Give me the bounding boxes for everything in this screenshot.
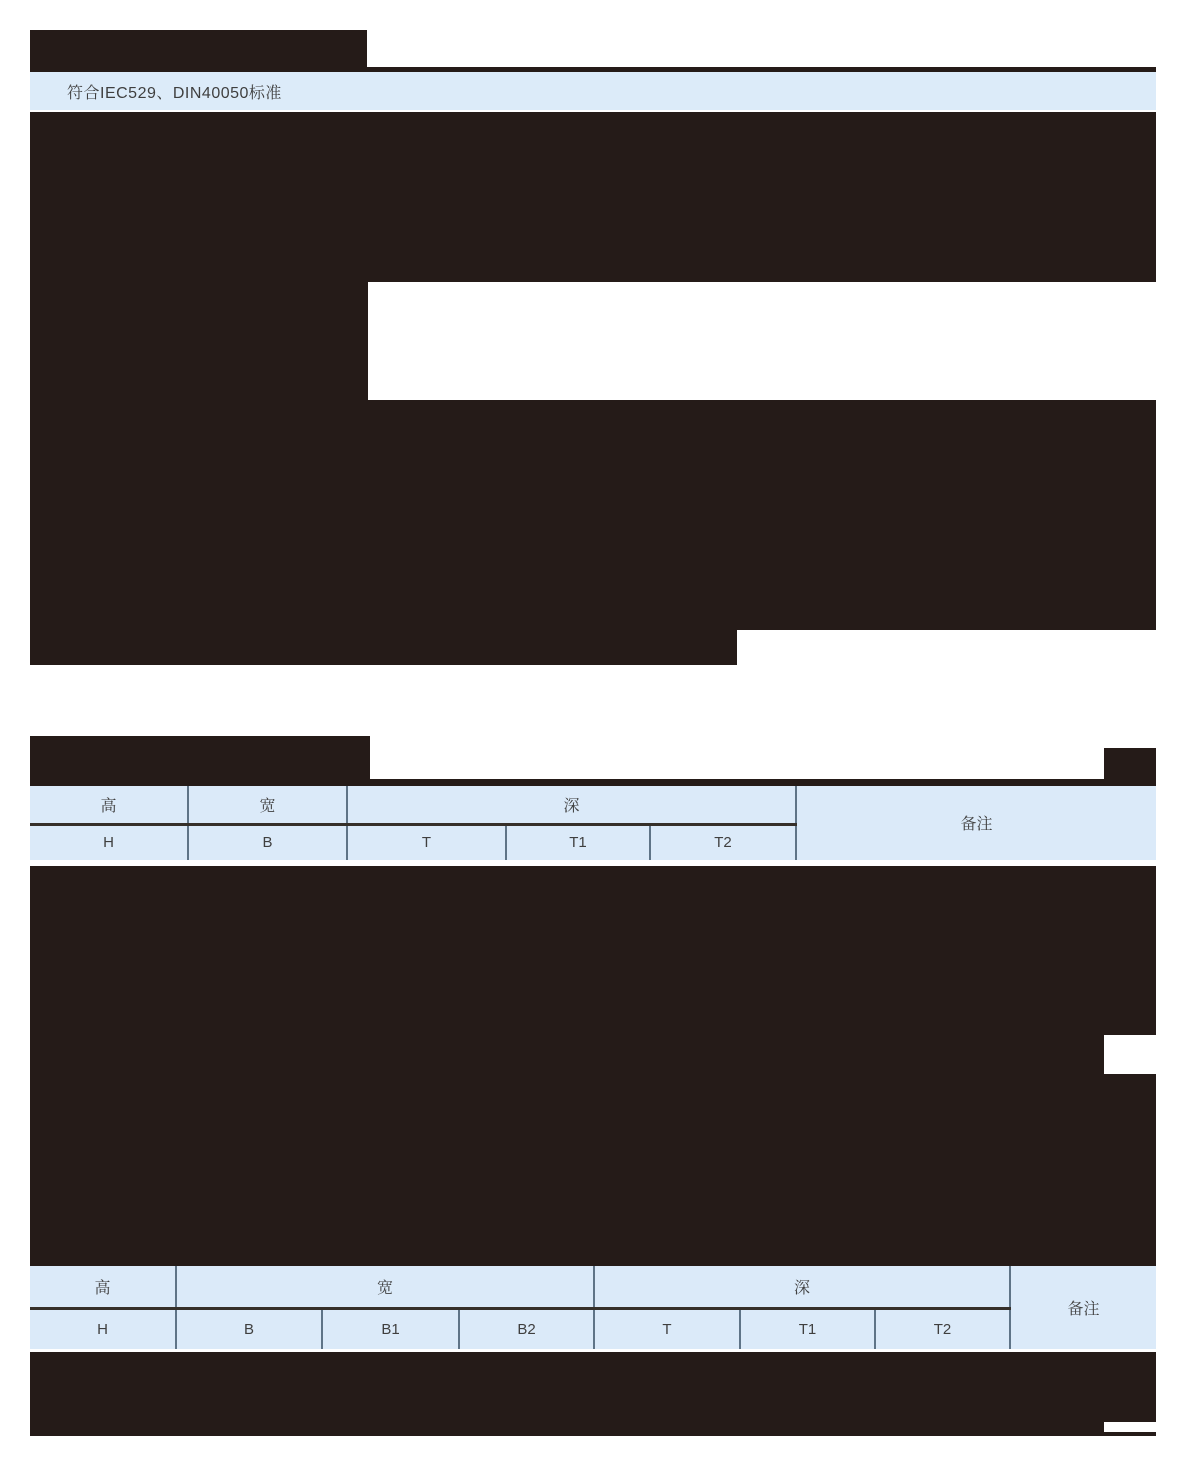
right-margin-notch-1 [1104,1035,1156,1074]
table2-subheader-B2: B2 [459,1308,594,1349]
section1-title-block [30,30,367,68]
table2-header-depth: 深 [594,1266,1010,1308]
spec-table-2-group-row [30,1266,1156,1308]
table1-subheader-T2: T2 [650,825,796,860]
spec-table-2 [30,1266,1156,1349]
table1-header-depth: 深 [347,783,796,825]
table2-header-height: 高 [30,1266,176,1308]
section1-masked-content-left [30,282,368,400]
table2-header-width: 宽 [176,1266,594,1308]
table2-header-remark: 备注 [1010,1266,1156,1349]
section1-masked-content-top [30,112,1156,282]
spec-table-1-masked-body [30,866,1156,1266]
table1-subheader-B: B [188,825,347,860]
table2-subheader-T1: T1 [740,1308,875,1349]
table2-subheader-B: B [176,1308,322,1349]
section1-masked-content-middle [30,400,1156,630]
table1-header-width: 宽 [188,783,347,825]
standard-note-text: 符合IEC529、DIN40050标准 [67,84,282,102]
table2-subheader-H: H [97,1320,108,1338]
spec-table-1 [30,779,1156,860]
table1-header-remark: 备注 [796,783,1156,860]
table1-subheader-T1: T1 [506,825,650,860]
table2-subheader-T2: T2 [875,1308,1010,1349]
table1-subheader-T: T [347,825,506,860]
standard-note-bar [30,72,1156,110]
section2-title-block [30,736,370,782]
table1-header-height: 高 [30,783,188,825]
section2-right-tab [1104,748,1156,782]
spec-table-2-masked-body [30,1352,1156,1436]
table2-subheader-T: T [594,1308,740,1349]
section1-masked-content-bottom [30,630,737,665]
right-margin-notch-2 [1104,1422,1156,1432]
table1-subheader-H: H [103,834,114,852]
spec-table-1-group-row [30,783,1156,825]
table2-subheader-B1: B1 [322,1308,459,1349]
spec-table-2-sub-row [30,1308,1156,1349]
